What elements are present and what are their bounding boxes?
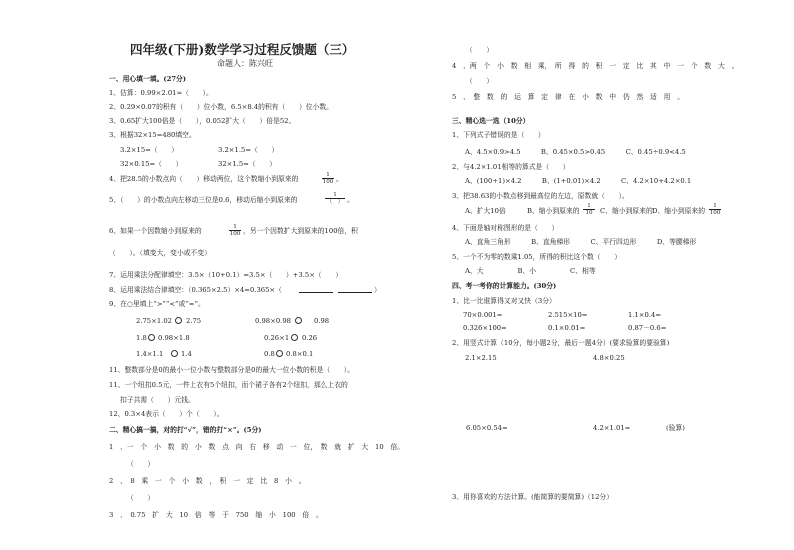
fraction-2-denominator: （ ） [326, 199, 344, 205]
compare-5-right: 1.4 [181, 350, 192, 358]
choice-3-option-c: C、缩小到原来的 [600, 207, 653, 215]
question-1: 1、估算：0.99×2.01≈（ ）。 [109, 89, 213, 97]
question-5: 4、把28.5的小数点向（ ）移动两位，这个数缩小到原来的 [109, 175, 299, 183]
calc-2-e: (验算) [666, 424, 685, 432]
compare-1-left: 2.75×1.02 [136, 317, 172, 325]
question-13: 12、0.3×4表示（ ）个（ ）。 [109, 410, 224, 418]
fraction-4-denominator: 10 [585, 210, 593, 216]
judge-3: 3 、 0.75 扩 大 10 倍 等 于 750 缩 小 100 倍 。 [109, 511, 323, 519]
compare-2-circle[interactable] [295, 317, 302, 324]
judge-4-paren[interactable]: （ ） [466, 77, 494, 85]
question-4-d: 32×1.5=（ ） [218, 160, 277, 168]
question-2: 2、0.29×0.07的积有（ ）位小数，6.5×8.4的积有（ ）位小数。 [109, 103, 333, 111]
choice-4: 4、下面是轴对称图形的是（ ） [452, 224, 559, 232]
judge-1: 1 、一 个 小 数 的 小 数 点 向 右 移 动 一 位， 数 就 扩 大 10 倍。 [109, 443, 405, 451]
calc-2-d: 4.2×1.01= [593, 424, 631, 432]
fraction-2 [325, 192, 345, 205]
choice-3: 3、把38.63的小数点移到最高位的左边，原数就（ ）。 [452, 192, 629, 200]
answer-blank-1[interactable] [299, 292, 333, 293]
calc-2-c: 6.05×0.54= [466, 424, 508, 432]
fraction-3-numerator: 1 [229, 224, 241, 231]
page-title: 四年级(下册)数学学习过程反馈题（三） [130, 42, 355, 57]
fraction-3-denominator: 100 [229, 231, 241, 237]
judge-4: 4 、两 个 小 数 相 乘， 所 得 的 积 一 定 比 其 中 一 个 数 大 。 [452, 62, 739, 70]
compare-6-left: 0.8 [264, 350, 275, 358]
compare-5-left: 1.4×1.1 [136, 350, 164, 358]
calc-1-a: 70×0.001= [463, 311, 503, 319]
compare-1-right: 2.75 [186, 317, 202, 325]
judge-3-paren[interactable]: （ ） [466, 46, 494, 54]
fraction-1-denominator: 100 [322, 179, 334, 185]
answer-blank-2[interactable] [338, 292, 372, 293]
fraction-4 [583, 203, 595, 216]
fraction-1 [322, 172, 334, 185]
choice-5-options: A、大 B、小 C、相等 [465, 267, 596, 275]
calc-1-e: 0.1×0.01= [548, 324, 586, 332]
author-line: 命题人：陈兴旺 [217, 59, 273, 68]
compare-2-left: 0.98×0.98 [255, 317, 291, 325]
question-10: 9、在○里填上“>”“<”或“=”。 [109, 300, 205, 308]
question-7-cont: （ ）。（填变大，变小或不变） [109, 249, 211, 257]
question-4-b: 3.2×1.5=（ ） [218, 146, 279, 154]
question-3: 3、0.65扩大100倍是（ ），0.052扩大（ ）倍是52。 [109, 117, 296, 125]
calc-2-a: 2.1×2.15 [465, 354, 497, 362]
fraction-2-numerator: 1 [325, 192, 345, 199]
question-12-cont: 扣子共需（ ）元钱。 [120, 396, 195, 404]
question-9-end: ） [374, 286, 381, 294]
choice-4-options: A、直角三角形 B、直角梯形 C、平行四边形 D、等腰梯形 [465, 238, 697, 246]
question-4-c: 32×0.15=（ ） [120, 160, 183, 168]
compare-4-right: 0.26 [302, 334, 318, 342]
question-4-a: 3.2×15=（ ） [120, 146, 179, 154]
calc-1: 1、比一比谁算得又对又快（3分） [452, 297, 556, 305]
compare-3-right: 0.98×1.8 [158, 334, 190, 342]
question-6-end: 。 [347, 196, 354, 204]
compare-4-left: 0.26×1 [264, 334, 290, 342]
fraction-5-denominator: 100 [709, 210, 721, 216]
calc-1-d: 0.326×100= [463, 324, 507, 332]
compare-3-left: 1.8 [136, 334, 147, 342]
calc-3: 3、用你喜欢的方法计算。(能简算的要简算)（12分） [452, 493, 614, 501]
fraction-3 [229, 224, 241, 237]
compare-6-right: 0.8×0.1 [286, 350, 314, 358]
section-2-heading: 二、精心搞一搞，对的打“√”，错的打“×”。(5分) [109, 426, 262, 434]
calc-1-b: 2.515×10= [548, 311, 588, 319]
choice-2-options: A、(100+1)×4.2 B、(1+0.01)×4.2 C、4.2×10+4.2×0.1 [465, 177, 692, 185]
choice-2: 2、与4.2×1.01相等的算式是（ ） [452, 163, 570, 171]
question-11: 11、整数部分是0的最小一位小数与整数部分是0的最大一位小数的积是（ ）。 [109, 366, 354, 374]
compare-2-right: 0.98 [314, 317, 330, 325]
judge-2-paren[interactable]: （ ） [127, 494, 155, 502]
question-9: 8、运用乘法结合律填空：（0.365×2.5）×4=0.365×（ [109, 286, 282, 294]
judge-5: 5 、 整 数 的 运 算 定 律 在 小 数 中 仍 然 适 用 。 [452, 93, 685, 101]
compare-3-circle[interactable] [148, 334, 155, 341]
fraction-4-numerator: 1 [583, 203, 595, 210]
judge-2: 2 、 8 乘 一 个 小 数 ， 积 一 定 比 8 小 。 [109, 477, 306, 485]
calc-1-f: 0.87－0.6= [628, 324, 667, 332]
calc-1-c: 1.1×0.4= [628, 311, 662, 319]
compare-5-circle[interactable] [171, 350, 178, 357]
calc-2: 2、用竖式计算（10分，每小题2分，最后一题4分）(要求验算的要验算) [452, 339, 670, 347]
question-7-mid: ，另一个因数扩大到原来的100倍，积 [243, 227, 358, 235]
section-1-heading: 一、用心填一填。(27分) [109, 75, 187, 83]
question-6: 5、（ ）的小数点向左移动三位是0.6，移动后缩小到原来的 [109, 196, 298, 204]
compare-6-circle[interactable] [276, 350, 283, 357]
choice-3-option-a: A、扩大10倍 [465, 207, 506, 215]
section-4-heading: 四、考一考你的计算能力。(30分) [452, 282, 557, 290]
judge-1-paren[interactable]: （ ） [127, 460, 155, 468]
section-3-heading: 三、精心选一选（10分） [452, 117, 530, 125]
choice-3-option-d: D、缩小到原来的 [652, 207, 706, 215]
choice-1-options: A、4.5×0.9>4.5 B、0.45×0.5>0.45 C、0.45÷0.9<4.5 [465, 148, 686, 156]
choice-3-option-b: B、缩小到原来的 [527, 207, 580, 215]
fraction-5-numerator: 1 [709, 203, 721, 210]
calc-2-b: 4.8×0.25 [593, 354, 625, 362]
question-7: 6、如果一个因数缩小到原来的 [109, 227, 202, 235]
question-5-end: 。 [336, 175, 343, 183]
question-8: 7、运用乘法分配律填空：3.5×（10+0.1）=3.5×（ ）+3.5×（ ） [109, 271, 343, 279]
choice-5: 5、一个不为零的数乘1.05，所得的积比这个数（ ） [452, 253, 621, 261]
choice-1: 1、下列式子错误的是（ ） [452, 131, 545, 139]
fraction-5 [709, 203, 721, 216]
fraction-1-numerator: 1 [322, 172, 334, 179]
compare-4-circle[interactable] [291, 334, 298, 341]
compare-1-circle[interactable] [175, 317, 182, 324]
question-4: 3、根据32×15=480填空。 [109, 131, 196, 139]
question-12: 11、一个纽扣0.5元，一件上衣有5个纽扣，而个裙子各有2个纽扣，那么上衣的 [109, 381, 348, 389]
